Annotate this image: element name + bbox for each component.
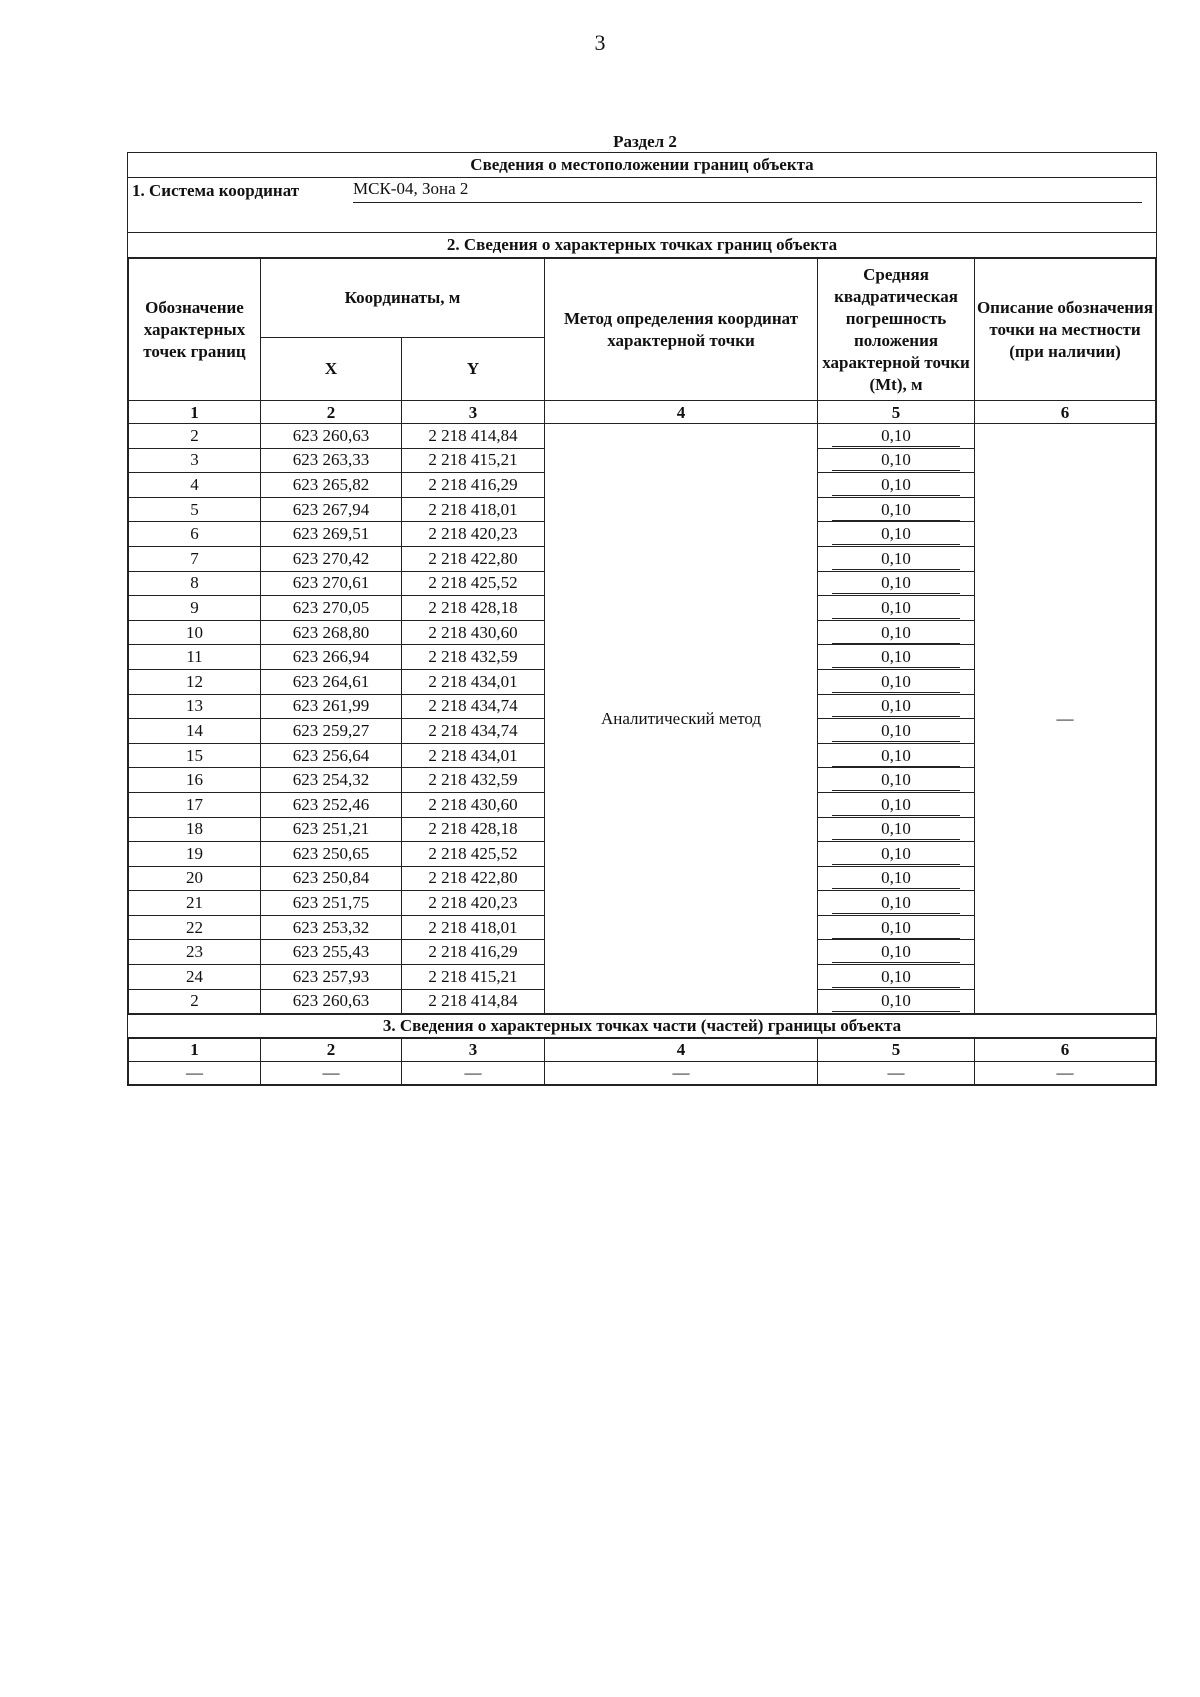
header-x: X xyxy=(261,338,402,401)
point-number: 10 xyxy=(129,620,261,645)
accuracy-cell xyxy=(818,694,975,719)
parts-section-title: 3. Сведения о характерных точках части (частей) границы объекта xyxy=(128,1014,1156,1038)
x-coordinate: 623 263,33 xyxy=(261,448,402,473)
y-coordinate: 2 218 415,21 xyxy=(402,448,545,473)
y-coordinate: 2 218 418,01 xyxy=(402,915,545,940)
point-number: 5 xyxy=(129,497,261,522)
coord-system-row xyxy=(128,178,1156,205)
point-number: 22 xyxy=(129,915,261,940)
y-coordinate: 2 218 425,52 xyxy=(402,571,545,596)
table-row xyxy=(129,424,1156,449)
accuracy-cell xyxy=(818,473,975,498)
point-number: 2 xyxy=(129,989,261,1014)
coord-system-value: МСК-04, Зона 2 xyxy=(353,179,469,198)
x-coordinate: 623 251,75 xyxy=(261,891,402,916)
column-number: 1 xyxy=(129,401,261,424)
y-coordinate: 2 218 425,52 xyxy=(402,842,545,867)
accuracy-cell xyxy=(818,989,975,1014)
column-number: 5 xyxy=(818,1039,975,1062)
accuracy-value: 0,10 xyxy=(832,794,960,816)
point-number: 24 xyxy=(129,965,261,990)
point-number: 2 xyxy=(129,424,261,449)
method-cell: Аналитический метод xyxy=(545,424,818,1014)
y-coordinate: 2 218 415,21 xyxy=(402,965,545,990)
empty-cell: — xyxy=(402,1062,545,1085)
y-coordinate: 2 218 434,74 xyxy=(402,719,545,744)
x-coordinate: 623 256,64 xyxy=(261,743,402,768)
point-number: 18 xyxy=(129,817,261,842)
accuracy-cell xyxy=(818,792,975,817)
accuracy-cell xyxy=(818,915,975,940)
accuracy-cell xyxy=(818,645,975,670)
coord-system-label: 1. Система координат xyxy=(132,181,300,200)
accuracy-value: 0,10 xyxy=(832,745,960,767)
x-coordinate: 623 260,63 xyxy=(261,424,402,449)
accuracy-cell xyxy=(818,842,975,867)
accuracy-value: 0,10 xyxy=(832,769,960,791)
x-coordinate: 623 261,99 xyxy=(261,694,402,719)
point-number: 3 xyxy=(129,448,261,473)
header-method: Метод определения координат характерной точки xyxy=(545,259,818,401)
y-coordinate: 2 218 434,74 xyxy=(402,694,545,719)
y-coordinate: 2 218 430,60 xyxy=(402,620,545,645)
accuracy-cell xyxy=(818,571,975,596)
header-coordinates: Координаты, м xyxy=(261,259,545,338)
coord-system-underline xyxy=(353,202,1142,203)
y-coordinate: 2 218 428,18 xyxy=(402,596,545,621)
x-coordinate: 623 267,94 xyxy=(261,497,402,522)
accuracy-cell xyxy=(818,596,975,621)
empty-cell: — xyxy=(261,1062,402,1085)
accuracy-value: 0,10 xyxy=(832,671,960,693)
x-coordinate: 623 251,21 xyxy=(261,817,402,842)
y-coordinate: 2 218 434,01 xyxy=(402,743,545,768)
parts-table xyxy=(128,1038,1156,1085)
accuracy-cell xyxy=(818,719,975,744)
empty-cell: — xyxy=(818,1062,975,1085)
empty-cell: — xyxy=(975,1062,1156,1085)
accuracy-cell xyxy=(818,522,975,547)
accuracy-cell xyxy=(818,669,975,694)
accuracy-value: 0,10 xyxy=(832,941,960,963)
accuracy-cell xyxy=(818,965,975,990)
header-description: Описание обозначения точки на местности (при наличии) xyxy=(975,259,1156,401)
column-number: 2 xyxy=(261,1039,402,1062)
x-coordinate: 623 270,05 xyxy=(261,596,402,621)
y-coordinate: 2 218 428,18 xyxy=(402,817,545,842)
boundary-info-table xyxy=(127,152,1157,1086)
column-number: 4 xyxy=(545,401,818,424)
accuracy-value: 0,10 xyxy=(832,572,960,594)
y-coordinate: 2 218 420,23 xyxy=(402,522,545,547)
x-coordinate: 623 259,27 xyxy=(261,719,402,744)
accuracy-value: 0,10 xyxy=(832,720,960,742)
points-body xyxy=(129,424,1156,1014)
accuracy-value: 0,10 xyxy=(832,449,960,471)
y-coordinate: 2 218 432,59 xyxy=(402,768,545,793)
point-number: 12 xyxy=(129,669,261,694)
point-number: 20 xyxy=(129,866,261,891)
point-number: 11 xyxy=(129,645,261,670)
y-coordinate: 2 218 432,59 xyxy=(402,645,545,670)
point-number: 15 xyxy=(129,743,261,768)
y-coordinate: 2 218 416,29 xyxy=(402,473,545,498)
y-coordinate: 2 218 416,29 xyxy=(402,940,545,965)
column-number: 6 xyxy=(975,1039,1156,1062)
description-cell: — xyxy=(975,424,1156,1014)
column-number: 4 xyxy=(545,1039,818,1062)
accuracy-cell xyxy=(818,424,975,449)
point-number: 13 xyxy=(129,694,261,719)
accuracy-value: 0,10 xyxy=(832,597,960,619)
y-coordinate: 2 218 422,80 xyxy=(402,866,545,891)
accuracy-value: 0,10 xyxy=(832,917,960,939)
x-coordinate: 623 268,80 xyxy=(261,620,402,645)
empty-cell: — xyxy=(545,1062,818,1085)
column-number: 3 xyxy=(402,401,545,424)
accuracy-value: 0,10 xyxy=(832,523,960,545)
accuracy-cell xyxy=(818,940,975,965)
accuracy-value: 0,10 xyxy=(832,474,960,496)
point-number: 4 xyxy=(129,473,261,498)
accuracy-cell xyxy=(818,546,975,571)
accuracy-value: 0,10 xyxy=(832,548,960,570)
column-number: 6 xyxy=(975,401,1156,424)
accuracy-value: 0,10 xyxy=(832,966,960,988)
column-number: 2 xyxy=(261,401,402,424)
accuracy-cell xyxy=(818,891,975,916)
y-coordinate: 2 218 418,01 xyxy=(402,497,545,522)
x-coordinate: 623 270,61 xyxy=(261,571,402,596)
accuracy-cell xyxy=(818,448,975,473)
point-number: 7 xyxy=(129,546,261,571)
y-coordinate: 2 218 422,80 xyxy=(402,546,545,571)
x-coordinate: 623 257,93 xyxy=(261,965,402,990)
x-coordinate: 623 250,65 xyxy=(261,842,402,867)
accuracy-cell xyxy=(818,620,975,645)
point-number: 19 xyxy=(129,842,261,867)
y-coordinate: 2 218 414,84 xyxy=(402,989,545,1014)
x-coordinate: 623 270,42 xyxy=(261,546,402,571)
point-number: 8 xyxy=(129,571,261,596)
point-number: 9 xyxy=(129,596,261,621)
accuracy-cell xyxy=(818,743,975,768)
accuracy-value: 0,10 xyxy=(832,499,960,521)
points-section-title: 2. Сведения о характерных точках границ объекта xyxy=(128,233,1156,258)
points-table xyxy=(128,258,1156,1014)
accuracy-value: 0,10 xyxy=(832,425,960,447)
accuracy-value: 0,10 xyxy=(832,622,960,644)
accuracy-value: 0,10 xyxy=(832,818,960,840)
accuracy-value: 0,10 xyxy=(832,867,960,889)
y-coordinate: 2 218 420,23 xyxy=(402,891,545,916)
accuracy-value: 0,10 xyxy=(832,695,960,717)
boundary-title: Сведения о местоположении границ объекта xyxy=(128,153,1156,178)
section-title: Раздел 2 xyxy=(613,132,677,151)
x-coordinate: 623 255,43 xyxy=(261,940,402,965)
header-y: Y xyxy=(402,338,545,401)
x-coordinate: 623 266,94 xyxy=(261,645,402,670)
x-coordinate: 623 264,61 xyxy=(261,669,402,694)
point-number: 16 xyxy=(129,768,261,793)
accuracy-cell xyxy=(818,817,975,842)
x-coordinate: 623 253,32 xyxy=(261,915,402,940)
column-number: 3 xyxy=(402,1039,545,1062)
accuracy-cell xyxy=(818,497,975,522)
x-coordinate: 623 254,32 xyxy=(261,768,402,793)
point-number: 14 xyxy=(129,719,261,744)
empty-cell: — xyxy=(129,1062,261,1085)
x-coordinate: 623 250,84 xyxy=(261,866,402,891)
header-designation: Обозначение характерных точек границ xyxy=(129,259,261,401)
x-coordinate: 623 269,51 xyxy=(261,522,402,547)
page-number: 3 xyxy=(594,30,606,55)
column-number: 1 xyxy=(129,1039,261,1062)
accuracy-cell xyxy=(818,866,975,891)
y-coordinate: 2 218 434,01 xyxy=(402,669,545,694)
point-number: 17 xyxy=(129,792,261,817)
y-coordinate: 2 218 430,60 xyxy=(402,792,545,817)
x-coordinate: 623 265,82 xyxy=(261,473,402,498)
header-accuracy: Средняя квадратическая погрешность положения характерной точки (Mt), м xyxy=(818,259,975,401)
accuracy-value: 0,10 xyxy=(832,843,960,865)
accuracy-value: 0,10 xyxy=(832,646,960,668)
accuracy-value: 0,10 xyxy=(832,990,960,1012)
accuracy-cell xyxy=(818,768,975,793)
point-number: 6 xyxy=(129,522,261,547)
accuracy-value: 0,10 xyxy=(832,892,960,914)
point-number: 21 xyxy=(129,891,261,916)
y-coordinate: 2 218 414,84 xyxy=(402,424,545,449)
blank-row xyxy=(128,205,1156,233)
x-coordinate: 623 260,63 xyxy=(261,989,402,1014)
column-number: 5 xyxy=(818,401,975,424)
point-number: 23 xyxy=(129,940,261,965)
x-coordinate: 623 252,46 xyxy=(261,792,402,817)
